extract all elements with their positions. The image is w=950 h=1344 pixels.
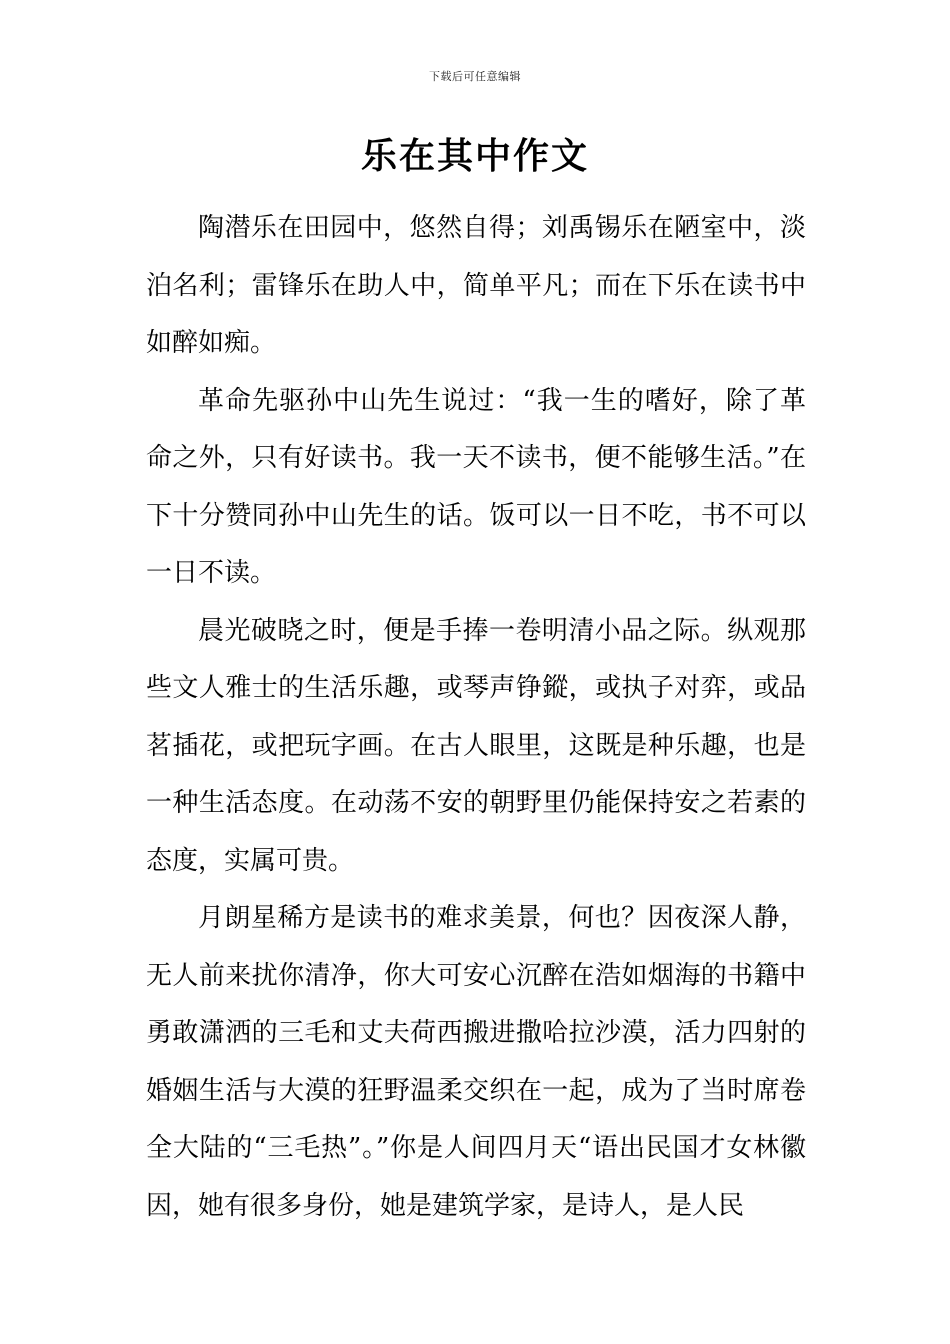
- paragraph-3: 晨光破晓之时，便是手捧一卷明清小品之际。纵观那些文人雅士的生活乐趣，或琴声铮鏦，或执子对弈，或品茗插花，或把玩字画。在古人眼里，这既是种乐趣，也是一种生活态度。在动荡不安的朝野里仍能保持安之若素的态度，实属可贵。: [146, 615, 806, 876]
- paragraph-2: 革命先驱孙中山先生说过：“我一生的嗜好，除了革命之外，只有好读书。我一天不读书，便不能够生活。”在下十分赞同孙中山先生的话。饭可以一日不吃，书不可以一日不读。: [146, 385, 806, 588]
- paragraph-1: 陶潜乐在田园中，悠然自得；刘禹锡乐在陋室中，淡泊名利；雷锋乐在助人中，简单平凡；而在下乐在读书中如醉如痴。: [146, 213, 806, 358]
- paragraph-4: 月朗星稀方是读书的难求美景，何也？因夜深人静，无人前来扰你清净，你大可安心沉醉在浩如烟海的书籍中勇敢潇洒的三毛和丈夫荷西搬进撒哈拉沙漠，活力四射的婚姻生活与大漠的狂野温柔交织在一起，成为了当时席卷全大陆的“三毛热”。”你是人间四月天“语出民国才女林徽因，她有很多身份，她是建筑学家，是诗人，是人民: [146, 903, 806, 1221]
- document-title: 乐在其中作文: [360, 136, 589, 177]
- document-body: [146, 200, 806, 1235]
- header-note: 下载后可任意编辑: [429, 70, 521, 83]
